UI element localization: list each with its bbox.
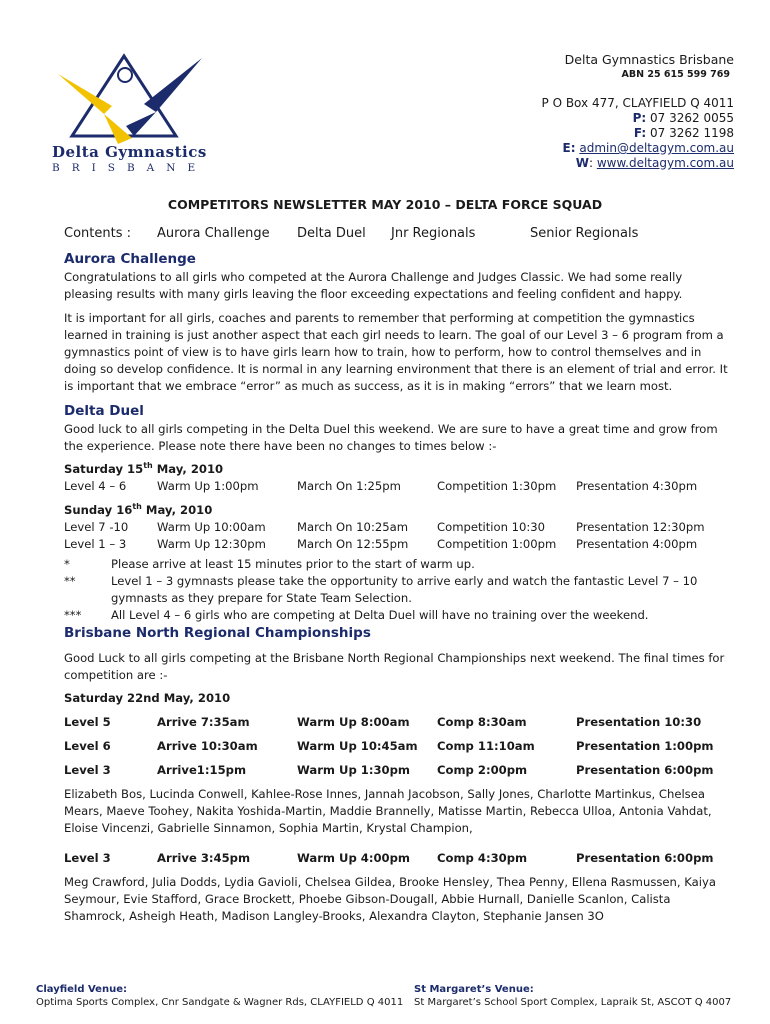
duel-saturday-heading: Saturday 15th May, 2010 [64,461,224,476]
aurora-para-2: It is important for all girls, coaches and parents to remember that performing at competition the gymnastics learned in training is just another aspect that each girl needs to learn. The goal of our Level 3 – 6 program from a gymnastics point of view is to have girls learn how to train, how to perform, how to control themselves and in doing so develop confidence. It is normal in any learning environment that there is an element of trial and error. It is important that we embrace “error” as much as success, as it is in making “errors” that we learn most. [64,311,728,393]
footer-venue-clayfield: Clayfield Venue: Optima Sports Complex, Cnr Sandgate & Wagner Rds, CLAYFIELD Q 4011 [36,984,404,1008]
contents-item-senior-regionals[interactable]: Senior Regionals [530,226,639,241]
duel-intro: Good luck to all girls competing in the Delta Duel this weekend. We are sure to have a great time and grow from the experience. Please note there have been no changes to times below :- [64,422,718,453]
aurora-para-1: Congratulations to all girls who competed at the Aurora Challenge and Judges Classic. We had some really pleasing results with many girls leaving the floor exceeding expectations and feeling confident and happy. [64,270,683,301]
logo-title: Delta Gymnastics [52,143,207,161]
contents-item-jnr-regionals[interactable]: Jnr Regionals [391,226,476,241]
web-label: W [575,156,589,170]
contents-item-duel[interactable]: Delta Duel [297,226,366,241]
phone: 07 3262 0055 [650,111,734,125]
phone-label: P: [632,111,647,125]
regional-day-heading: Saturday 22nd May, 2010 [64,691,231,705]
fax: 07 3262 1198 [650,126,734,140]
website-link[interactable]: www.deltagym.com.au [596,156,734,170]
regional-intro: Good Luck to all girls competing at the Brisbane North Regional Championships next weekend. The final times for competition are :- [64,651,725,682]
newsletter-title: COMPETITORS NEWSLETTER MAY 2010 – DELTA FORCE SQUAD [167,197,603,212]
email-link[interactable]: admin@deltagym.com.au [579,141,734,155]
footer-venue-st-margarets: St Margaret’s Venue: St Margaret’s School Sport Complex, Lapraik St, ASCOT Q 4007 [414,984,732,1008]
org-name: Delta Gymnastics Brisbane [564,52,734,67]
abn: ABN 25 615 599 769 [621,69,730,80]
regional-heading: Brisbane North Regional Championships [64,625,371,641]
email-label: E: [562,141,576,155]
postal-address: P O Box 477, CLAYFIELD Q 4011 [541,96,734,110]
names-group-2: Meg Crawford, Julia Dodds, Lydia Gavioli, Chelsea Gildea, Brooke Hensley, Thea Penny, Ellena Rasmussen, Kaiya Seymour, Evie Stafford, Grace Brockett, Phoebe Gibson-Dougall, Abbie Hurnall, Danielle Scanlon, Calista Shamrock, Asheigh Heath, Madison Langley-Brooks, Alexandra Clayton, Stephanie Jansen 3O [64,875,716,923]
duel-heading: Delta Duel [64,403,144,419]
duel-sunday-heading: Sunday 16th May, 2010 [64,502,213,517]
names-group-1: Elizabeth Bos, Lucinda Conwell, Kahlee-Rose Innes, Jannah Jacobson, Sally Jones, Charlotte Martinkus, Chelsea Mears, Maeve Toohey, Nakita Yoshida-Martin, Maddie Brannelly, Matisse Martin, Rebecca Ulloa, Antonia Vahdat, Eloise Vincenzi, Gabrielle Sinnamon, Sophia Martin, Krystal Champion, [64,787,712,835]
logo-subtitle: BRISBANE [52,162,208,174]
fax-label: F: [633,126,647,140]
contents-label: Contents : [64,226,131,241]
aurora-heading: Aurora Challenge [64,251,196,267]
contact-block: Delta Gymnastics Brisbane ABN 25 615 599 769 P O Box 477, CLAYFIELD Q 4011 P: 07 3262 0055 F: 07 3262 1198 E: admin@deltagym.com.au W: www.deltagym.com.au [541,52,734,170]
contents-item-aurora[interactable]: Aurora Challenge [157,226,270,241]
